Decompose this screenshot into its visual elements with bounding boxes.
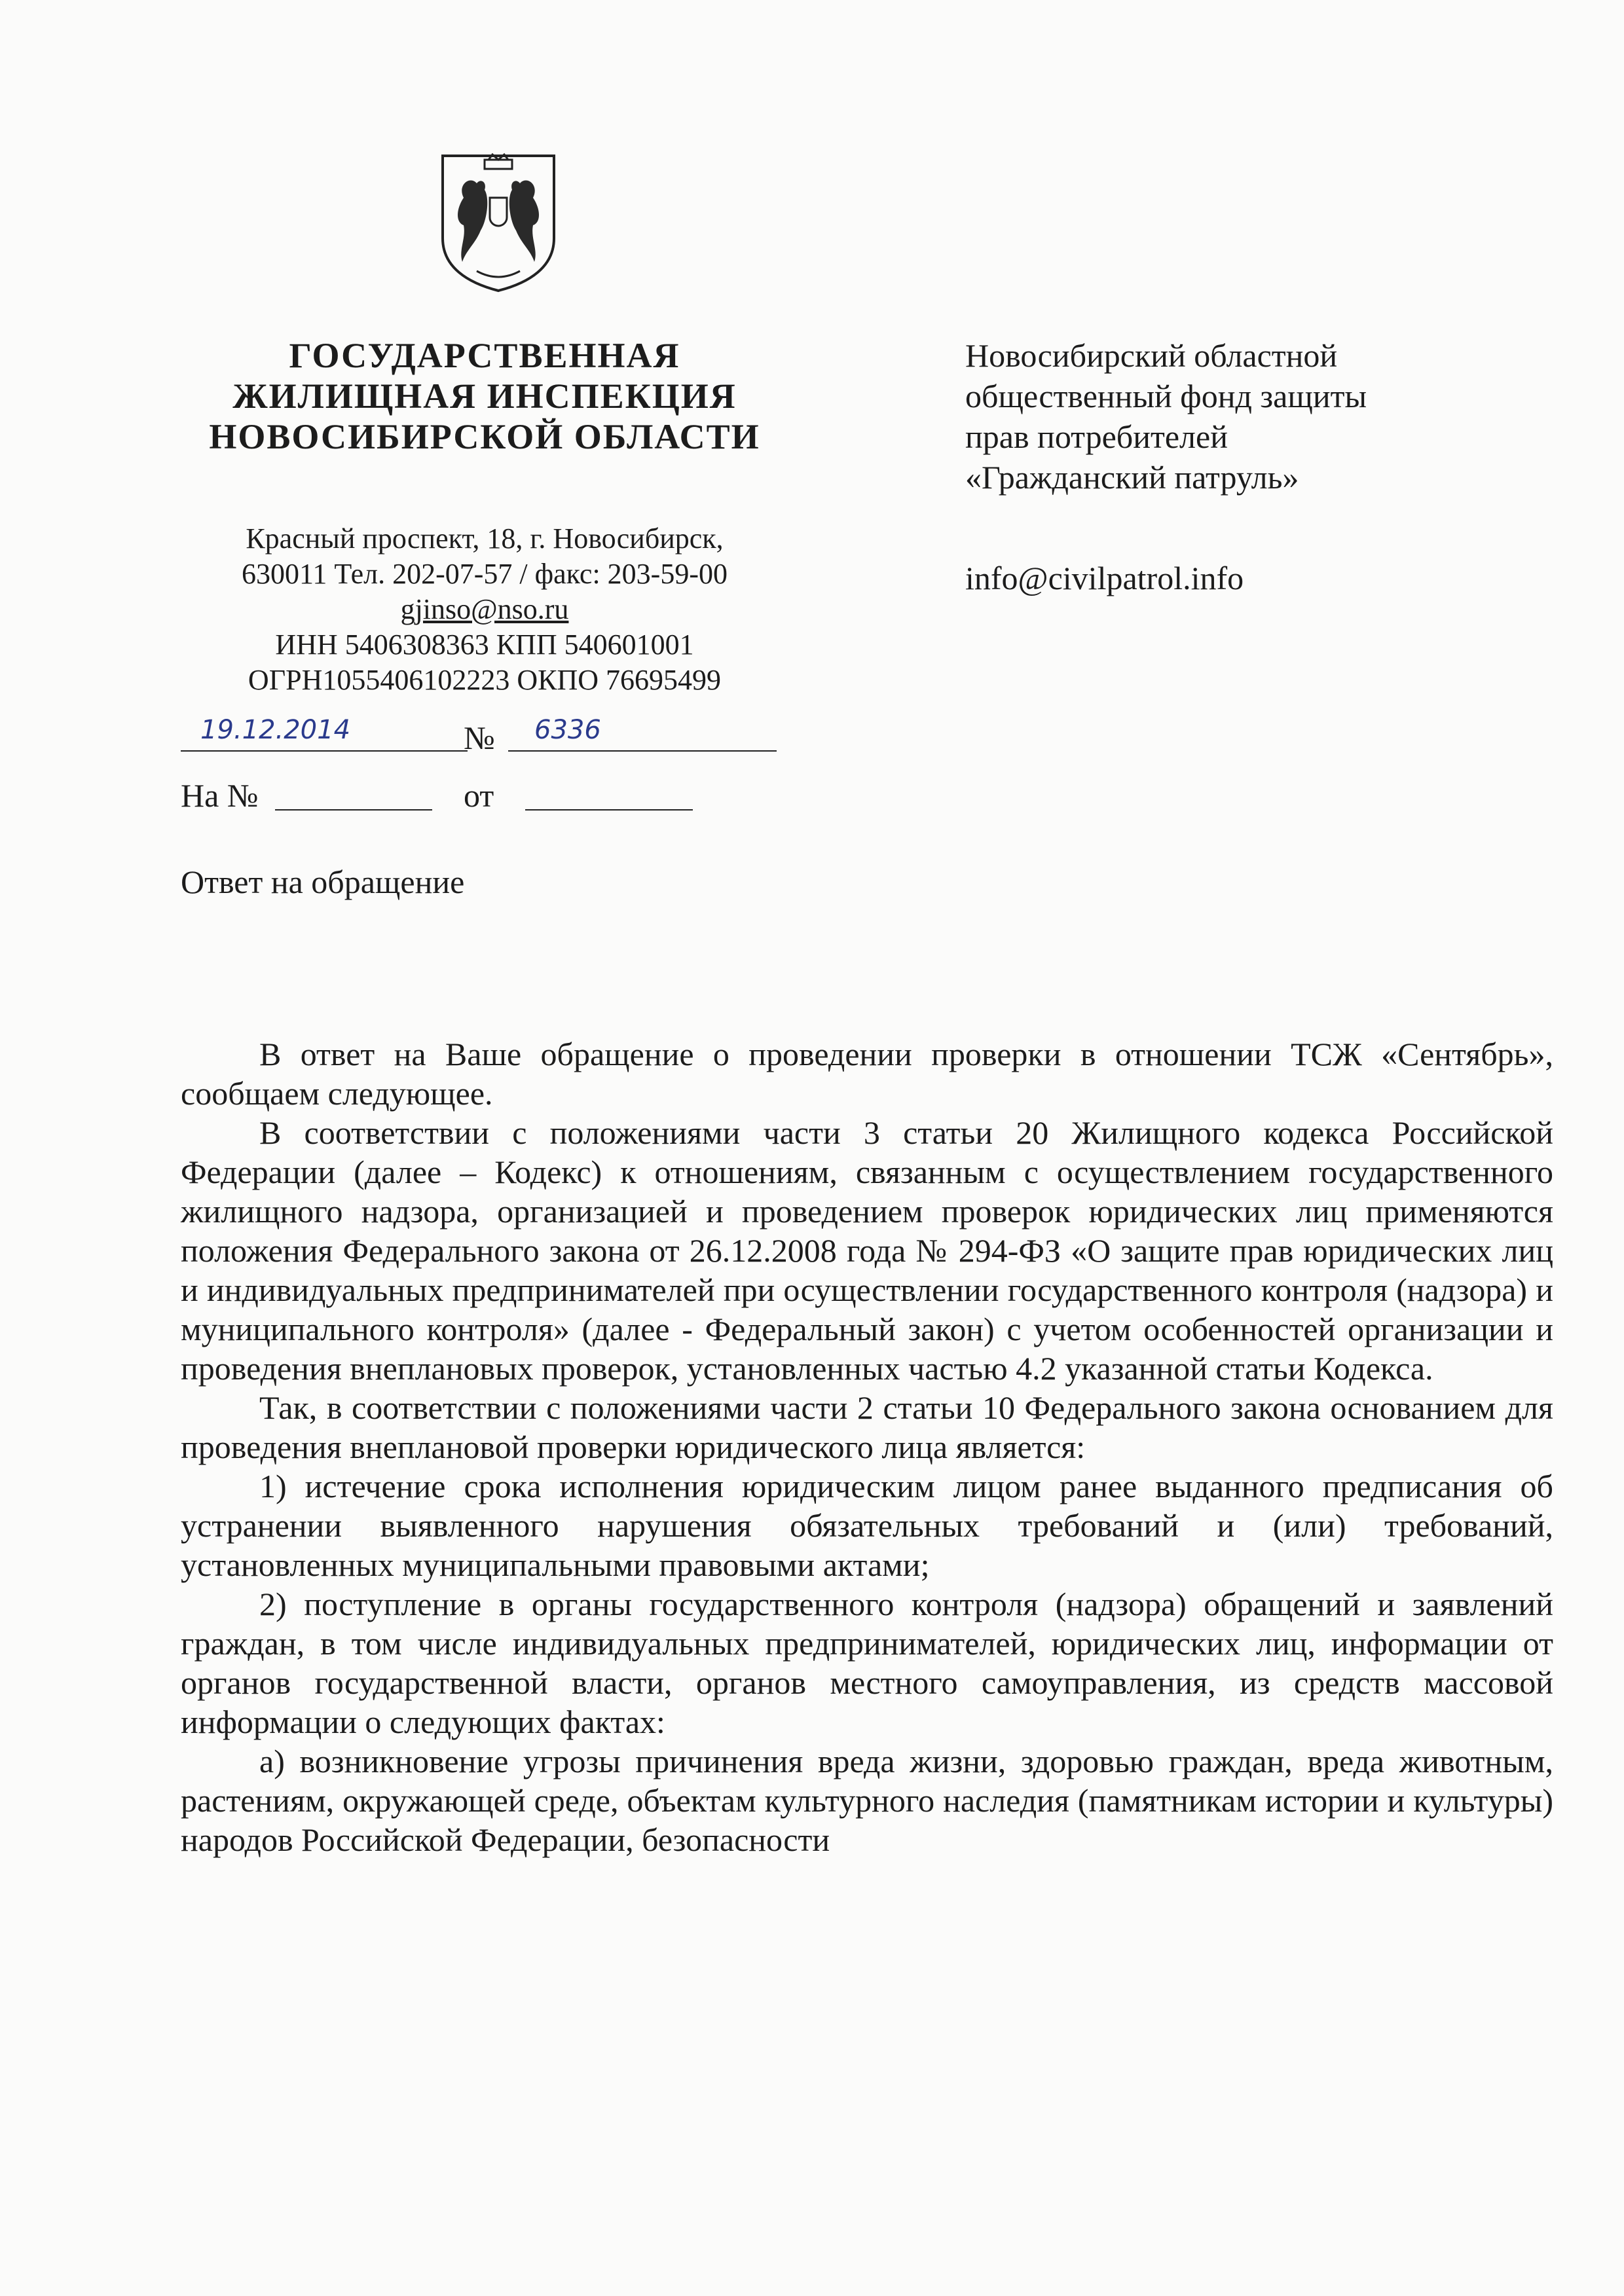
coat-of-arms-icon <box>437 152 559 295</box>
body-paragraph: 2) поступление в органы государственного контроля (надзора) обращений и заявлений граждан, в том числе индивидуальных предпринимателей, юридических лиц, информации от органов государственной власти, органов местного самоуправления, из средств массовой информации о следующих фактах: <box>181 1586 1553 1740</box>
recipient-line: общественный фонд защиты <box>965 378 1367 414</box>
address-line: Красный проспект, 18, г. Новосибирск, <box>246 522 724 555</box>
body-paragraph: Так, в соответствии с положениями части 2 статьи 10 Федерального закона основанием для проведения внеплановой проверки юридического лица является: <box>181 1389 1553 1465</box>
ref-number-underline <box>275 809 432 811</box>
org-name-line: ГОСУДАРСТВЕННАЯ <box>289 336 680 375</box>
phone-fax-line: 630011 Тел. 202-07-57 / факс: 203-59-00 <box>242 558 728 590</box>
letter-subject: Ответ на обращение <box>181 864 465 900</box>
number-underline <box>508 750 777 752</box>
ref-from-label: от <box>464 777 494 814</box>
handwritten-date: 19.12.2014 <box>200 715 351 745</box>
recipient-line: прав потребителей <box>965 418 1228 455</box>
date-underline <box>181 750 468 752</box>
body-paragraph: 1) истечение срока исполнения юридическим лицом ранее выданного предписания об устранении выявленного нарушения обязательных требований и (или) требований, установленных муниципальными правовыми актами; <box>181 1468 1553 1583</box>
ogrn-okpo-line: ОГРН1055406102223 ОКПО 76695499 <box>248 664 722 696</box>
body-paragraph: В соответствии с положениями части 3 статьи 20 Жилищного кодекса Российской Федерации (далее – Кодекс) к отношениям, связанным с осуществлением государственного жилищного надзора, организацией и проведением проверок юридических лиц применяются положения Федерального закона от 26.12.2008 года № 294-ФЗ «О защите прав юридических лиц и индивидуальных предпринимателей при осуществлении государственного контроля (надзора) и муниципального контроля» (далее - Федеральный закон) с учетом особенностей организации и проведения внеплановых проверок, установленных частью 4.2 указанной статьи Кодекса. <box>181 1114 1553 1387</box>
body-paragraph: а) возникновение угрозы причинения вреда жизни, здоровью граждан, вреда животным, растениям, окружающей среде, объектам культурного наследия (памятникам истории и культуры) народов Российской Федерации, безопасности <box>181 1743 1553 1858</box>
organization-email-link[interactable]: gjinso@nso.ru <box>400 593 569 625</box>
recipient-line: Новосибирский областной <box>965 337 1338 374</box>
org-name-line: ЖИЛИЩНАЯ ИНСПЕКЦИЯ <box>232 376 737 416</box>
body-paragraph: В ответ на Ваше обращение о проведении проверки в отношении ТСЖ «Сентябрь», сообщаем следующее. <box>181 1036 1553 1112</box>
letter-body <box>181 1034 1553 1859</box>
ref-number-label: На № <box>181 777 259 814</box>
handwritten-number: 6336 <box>534 715 601 745</box>
recipient-block <box>965 335 1555 498</box>
number-sign: № <box>464 720 495 756</box>
registration-line <box>181 715 777 757</box>
recipient-email[interactable]: info@civilpatrol.info <box>965 560 1244 596</box>
recipient-line: «Гражданский патруль» <box>965 459 1299 496</box>
reference-line <box>181 776 770 818</box>
inn-kpp-line: ИНН 5406308363 КПП 540601001 <box>275 629 694 661</box>
organization-details <box>151 521 819 698</box>
org-name-line: НОВОСИБИРСКОЙ ОБЛАСТИ <box>209 417 760 456</box>
organization-name <box>170 335 799 457</box>
ref-date-underline <box>525 809 693 811</box>
